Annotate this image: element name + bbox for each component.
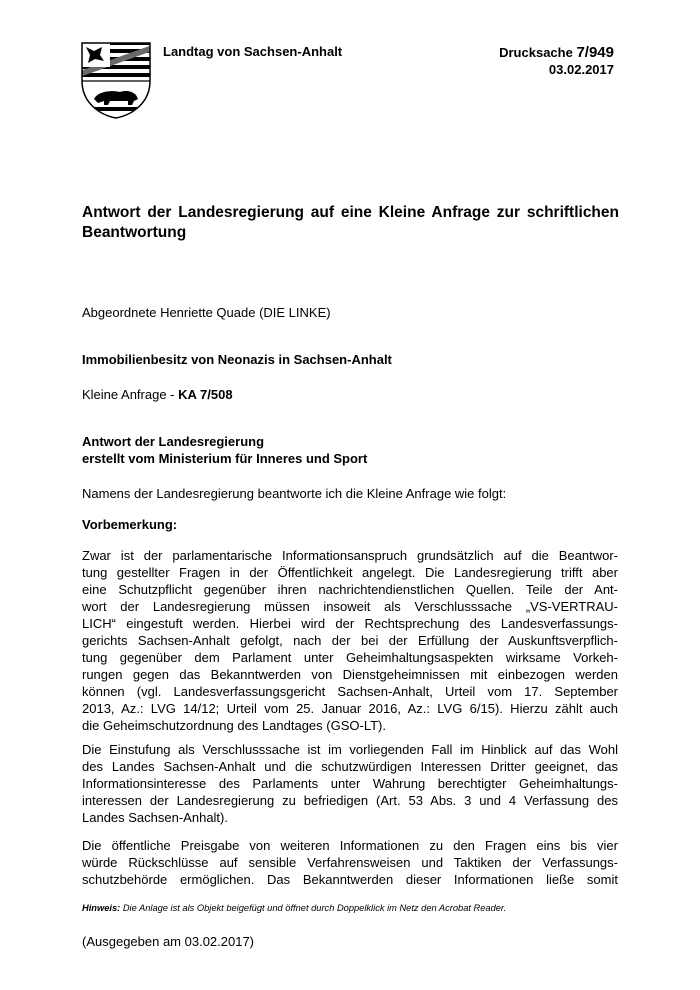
coat-of-arms-icon: [80, 41, 152, 119]
vorbemerkung-heading: Vorbemerkung:: [82, 517, 178, 532]
antwort-heading-line1: Antwort der Landesregierung: [82, 434, 265, 449]
page-title: Antwort der Landesregierung auf eine Kleine Anfrage zur schriftlichen Beantwortung: [82, 204, 619, 241]
author-line: Abgeordnete Henriette Quade (DIE LINKE): [82, 305, 331, 320]
doc-date: 03.02.2017: [548, 62, 614, 77]
text-line: Die öffentliche Preisgabe von weiteren Informationen zu den Fragen eins bis vier: [82, 838, 618, 853]
text-line: rungen gegen das Bekanntwerden von Dienstgeheimnissen mit einbezogen werden: [82, 667, 618, 682]
text-line: tung gegenüber dem Parlament unter Geheimhaltungsaspekten wirksame Vorkeh-: [82, 650, 618, 665]
antwort-heading-line2: erstellt vom Ministerium für Inneres und Sport: [82, 451, 368, 466]
issued-date: (Ausgegeben am 03.02.2017): [82, 934, 255, 949]
text-line: LICH“ eingestuft werden. Hierbei wird der Rechtsprechung des Landesverfassungs-: [82, 616, 618, 631]
text-line: Die Einstufung als Verschlusssache ist im vorliegenden Fall im Hinblick auf das Wohl: [82, 742, 618, 757]
text-line: würde Rückschlüsse auf sensible Verfahrensweisen und Taktiken der Verfassungs-: [82, 855, 618, 870]
text-line: des Landes Sachsen-Anhalt und die schutzwürdigen Interessen Dritter geeignet, das: [82, 759, 618, 774]
paragraph-1: [82, 547, 618, 734]
subject-heading: Immobilienbesitz von Neonazis in Sachsen-Anhalt: [82, 352, 392, 367]
hinweis-label: Hinweis:: [82, 903, 121, 913]
anfrage-line: [82, 386, 618, 403]
text-line: schutzbehörde ermöglichen. Das Bekanntwerden dieser Informationen ließe somit: [82, 872, 618, 887]
text-line: tung gestellter Fragen in der Öffentlichkeit angelegt. Die Landesregierung trifft aber: [82, 565, 618, 580]
antwort-heading: [82, 433, 618, 467]
text-line: eine Schutzpflicht gegenüber ihren nachrichtendienstlichen Quellen. Teile der Ant-: [82, 582, 618, 597]
institution-name: Landtag von Sachsen-Anhalt: [163, 44, 343, 59]
hinweis-note: [82, 903, 506, 913]
text-line: 2013, Az.: LVG 14/12; Urteil vom 25. Januar 2016, Az.: LVG 6/15). Hierzu zählt auch: [82, 701, 618, 716]
doc-number: 7/949: [576, 44, 614, 61]
text-line: wort der Landesregierung müssen insoweit als Verschlusssache „VS-VERTRAU-: [82, 599, 618, 614]
text-line: Landes Sachsen-Anhalt).: [82, 810, 228, 825]
intro-text: Namens der Landesregierung beantworte ich die Kleine Anfrage wie folgt:: [82, 486, 507, 501]
text-line: gerichts Sachsen-Anhalt gefolgt, nach der bei der Erfüllung der Auskunftsverpflich-: [82, 633, 618, 648]
anfrage-prefix: Kleine Anfrage -: [82, 387, 179, 402]
doc-label: Drucksache: [499, 45, 573, 60]
paragraph-3: [82, 837, 618, 888]
hinweis-text: Die Anlage ist als Objekt beigefügt und öffnet durch Doppelklick im Netz den Acrobat Reader.: [120, 903, 507, 913]
anfrage-number: KA 7/508: [178, 387, 233, 402]
text-line: die Geheimschutzordnung des Landtages (GSO-LT).: [82, 718, 386, 733]
text-line: Zwar ist der parlamentarische Informationsanspruch grundsätzlich auf die Beantwor-: [82, 548, 618, 563]
paragraph-2: [82, 741, 618, 826]
text-line: interessen der Landesregierung zu befriedigen (Art. 53 Abs. 3 und 4 Verfassung des: [82, 793, 618, 808]
text-line: können (vgl. Landesverfassungsgericht Sachsen-Anhalt, Urteil vom 17. September: [82, 684, 618, 699]
text-line: Informationsinteresse des Parlaments unter Wahrung berechtigter Geheimhaltungs-: [82, 776, 618, 791]
document-number-block: [499, 44, 614, 78]
